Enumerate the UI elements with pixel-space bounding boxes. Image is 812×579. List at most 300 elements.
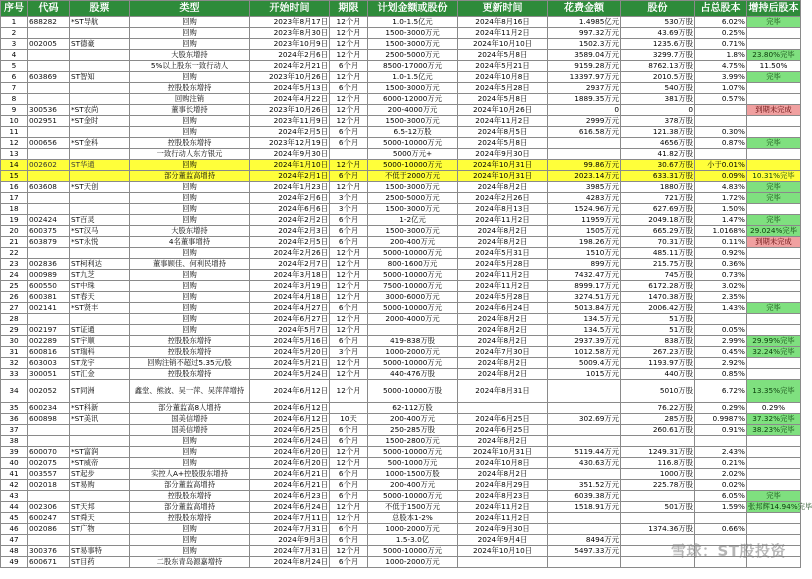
share-percent-cell: 2.43%: [695, 447, 747, 458]
stock-name-cell: ST汇金: [70, 369, 130, 380]
stock-name-cell: [70, 204, 130, 215]
term-cell: 12个月: [330, 28, 368, 39]
action-type-cell: 回购: [130, 39, 250, 50]
post-holding-result-cell: [747, 369, 801, 380]
start-date-cell: 2024年2月6日: [250, 50, 330, 61]
stock-name-cell: *ST科新: [70, 403, 130, 414]
spent-amount-cell: 99.86万元: [548, 160, 621, 171]
shares-cell: [621, 491, 695, 502]
update-date-cell: 2024年10月10日: [458, 546, 548, 557]
spent-amount-cell: 8494万元: [548, 535, 621, 546]
plan-amount-cell: 440-476万股: [368, 369, 458, 380]
start-date-cell: 2024年2月21日: [250, 61, 330, 72]
plan-amount-cell: 不低于1500万元: [368, 502, 458, 513]
spent-amount-cell: 616.58万元: [548, 127, 621, 138]
shares-cell: [621, 513, 695, 524]
table-row: [1, 458, 801, 469]
action-type-cell: 回购: [130, 116, 250, 127]
spent-amount-cell: 3589.04万元: [548, 50, 621, 61]
stock-code-cell: [28, 314, 70, 325]
shares-cell: 721万股: [621, 193, 695, 204]
row-number-cell: 23: [1, 259, 28, 270]
spent-amount-cell: 11959万元: [548, 215, 621, 226]
table-row: [1, 380, 801, 403]
stock-code-cell: [28, 491, 70, 502]
stock-name-cell: [70, 61, 130, 72]
post-holding-result-cell: [747, 458, 801, 469]
column-header: 更新时间: [458, 1, 548, 17]
update-date-cell: 2024年5月8日: [458, 138, 548, 149]
row-number-cell: 4: [1, 50, 28, 61]
stock-code-cell: [28, 94, 70, 105]
term-cell: 6个月: [330, 61, 368, 72]
start-date-cell: 2024年7月31日: [250, 524, 330, 535]
shares-cell: 76.22万股: [621, 403, 695, 414]
column-header: 类型: [130, 1, 250, 17]
stock-name-cell: [70, 436, 130, 447]
post-holding-result-cell: 29.024%完毕: [747, 226, 801, 237]
spent-amount-cell: 3274.51万元: [548, 292, 621, 303]
term-cell: 12个月: [330, 259, 368, 270]
row-number-cell: 39: [1, 447, 28, 458]
column-header: 开始时间: [250, 1, 330, 17]
share-percent-cell: [695, 149, 747, 160]
action-type-cell: 回购: [130, 546, 250, 557]
shares-cell: 378万股: [621, 116, 695, 127]
row-number-cell: 48: [1, 546, 28, 557]
column-header: 代码: [28, 1, 70, 17]
row-number-cell: 44: [1, 502, 28, 513]
start-date-cell: 2024年6月23日: [250, 491, 330, 502]
row-number-cell: 36: [1, 414, 28, 425]
stock-code-cell: 603869: [28, 72, 70, 83]
spent-amount-cell: 134.5万元: [548, 314, 621, 325]
plan-amount-cell: 8500-17000万元: [368, 61, 458, 72]
shares-cell: 8762.13万股: [621, 61, 695, 72]
start-date-cell: 2024年2月7日: [250, 259, 330, 270]
share-percent-cell: 1.72%: [695, 193, 747, 204]
update-date-cell: 2024年8月2日: [458, 436, 548, 447]
action-type-cell: 回购注销不超过5.35元/股: [130, 358, 250, 369]
stock-name-cell: ST智知: [70, 72, 130, 83]
row-number-cell: 16: [1, 182, 28, 193]
plan-amount-cell: 5000-10000万元: [368, 447, 458, 458]
spent-amount-cell: 8999.17万元: [548, 281, 621, 292]
stock-name-cell: *ST贤丰: [70, 303, 130, 314]
stock-code-cell: 688282: [28, 17, 70, 28]
shares-cell: 121.38万股: [621, 127, 695, 138]
stock-code-cell: 300051: [28, 369, 70, 380]
share-percent-cell: [695, 116, 747, 127]
plan-amount-cell: 200-4000万元: [368, 105, 458, 116]
start-date-cell: 2024年9月3日: [250, 535, 330, 546]
stock-name-cell: [70, 83, 130, 94]
spent-amount-cell: [548, 138, 621, 149]
start-date-cell: 2024年3月19日: [250, 281, 330, 292]
post-holding-result-cell: 11.50%: [747, 61, 801, 72]
stock-code-cell: 300376: [28, 546, 70, 557]
term-cell: 12个月: [330, 502, 368, 513]
start-date-cell: 2024年3月18日: [250, 270, 330, 281]
table-row: [1, 369, 801, 380]
row-number-cell: 41: [1, 469, 28, 480]
table-row: [1, 436, 801, 447]
plan-amount-cell: 200-400万元: [368, 414, 458, 425]
share-percent-cell: 0.66%: [695, 524, 747, 535]
update-date-cell: 2024年10月8日: [458, 458, 548, 469]
table-row: [1, 270, 801, 281]
table-row: [1, 39, 801, 50]
start-date-cell: 2024年9月30日: [250, 149, 330, 160]
action-type-cell: 回购: [130, 204, 250, 215]
action-type-cell: 回购: [130, 314, 250, 325]
start-date-cell: 2024年4月22日: [250, 94, 330, 105]
stock-name-cell: *ST农尚: [70, 105, 130, 116]
share-percent-cell: 0.9987%: [695, 414, 747, 425]
share-percent-cell: 2.02%: [695, 469, 747, 480]
start-date-cell: 2023年10月26日: [250, 105, 330, 116]
action-type-cell: 董事顾佳、何利民增持: [130, 259, 250, 270]
post-holding-result-cell: 到期未完成: [747, 237, 801, 248]
stock-name-cell: *ST汉马: [70, 226, 130, 237]
spent-amount-cell: 198.26万元: [548, 237, 621, 248]
action-type-cell: 国美信增持: [130, 425, 250, 436]
row-number-cell: 15: [1, 171, 28, 182]
plan-amount-cell: 5000-10000万元: [368, 358, 458, 369]
action-type-cell: 回购: [130, 325, 250, 336]
stock-code-cell: 002141: [28, 303, 70, 314]
table-row: [1, 116, 801, 127]
term-cell: 12个月: [330, 116, 368, 127]
share-percent-cell: 0.02%: [695, 480, 747, 491]
stock-code-cell: [28, 436, 70, 447]
shares-cell: 2006.42万股: [621, 303, 695, 314]
spent-amount-cell: 899万元: [548, 259, 621, 270]
table-row: [1, 347, 801, 358]
stock-code-cell: [28, 248, 70, 259]
row-number-cell: 35: [1, 403, 28, 414]
plan-amount-cell: 200-400万元: [368, 237, 458, 248]
action-type-cell: 回购注销: [130, 94, 250, 105]
plan-amount-cell: 1500-3000万元: [368, 28, 458, 39]
stock-code-cell: 600898: [28, 414, 70, 425]
action-type-cell: 大股东增持: [130, 50, 250, 61]
shares-cell: 485.11万股: [621, 248, 695, 259]
action-type-cell: 回购: [130, 215, 250, 226]
action-type-cell: 回购: [130, 28, 250, 39]
share-percent-cell: 0.85%: [695, 369, 747, 380]
spent-amount-cell: 2937万元: [548, 83, 621, 94]
update-date-cell: 2024年11月2日: [458, 116, 548, 127]
spent-amount-cell: 1518.91万元: [548, 502, 621, 513]
start-date-cell: 2024年6月24日: [250, 436, 330, 447]
post-holding-result-cell: 完毕: [747, 72, 801, 83]
action-type-cell: 回购: [130, 292, 250, 303]
start-date-cell: 2024年6月24日: [250, 502, 330, 513]
plan-amount-cell: 1500-2800万元: [368, 436, 458, 447]
stock-name-cell: [70, 50, 130, 61]
plan-amount-cell: 7500-10000万元: [368, 281, 458, 292]
action-type-cell: 回购: [130, 17, 250, 28]
start-date-cell: 2024年2月1日: [250, 171, 330, 182]
shares-cell: 5010万股: [621, 380, 695, 403]
plan-amount-cell: 5000-10000万股: [368, 380, 458, 403]
shares-cell: 70.31万股: [621, 237, 695, 248]
update-date-cell: 2024年8月31日: [458, 380, 548, 403]
row-number-cell: 19: [1, 215, 28, 226]
stock-name-cell: [70, 127, 130, 138]
plan-amount-cell: 1000-2000万元: [368, 347, 458, 358]
post-holding-result-cell: [747, 436, 801, 447]
start-date-cell: 2024年1月10日: [250, 160, 330, 171]
post-holding-result-cell: 到期未完成: [747, 105, 801, 116]
share-percent-cell: 1.50%: [695, 204, 747, 215]
stock-code-cell: 002018: [28, 480, 70, 491]
row-number-cell: 13: [1, 149, 28, 160]
row-number-cell: 28: [1, 314, 28, 325]
spent-amount-cell: 1.4985亿元: [548, 17, 621, 28]
spent-amount-cell: 7432.47万元: [548, 270, 621, 281]
action-type-cell: 一致行动人东方银元: [130, 149, 250, 160]
action-type-cell: 4名董事增持: [130, 237, 250, 248]
plan-amount-cell: 1500-3000万元: [368, 204, 458, 215]
start-date-cell: 2024年2月5日: [250, 237, 330, 248]
action-type-cell: 回购: [130, 436, 250, 447]
update-date-cell: 2024年11月2日: [458, 215, 548, 226]
stock-code-cell: 002306: [28, 502, 70, 513]
update-date-cell: 2024年10月31日: [458, 447, 548, 458]
stock-name-cell: [70, 535, 130, 546]
table-row: [1, 105, 801, 116]
post-holding-result-cell: [747, 480, 801, 491]
term-cell: 12个月: [330, 292, 368, 303]
post-holding-result-cell: 完毕: [747, 215, 801, 226]
stock-name-cell: ST百灵: [70, 215, 130, 226]
table-row: [1, 480, 801, 491]
stock-name-cell: [70, 491, 130, 502]
post-holding-result-cell: [747, 524, 801, 535]
stock-code-cell: 002951: [28, 116, 70, 127]
update-date-cell: 2024年8月2日: [458, 336, 548, 347]
update-date-cell: 2024年5月28日: [458, 292, 548, 303]
post-holding-result-cell: [747, 281, 801, 292]
spent-amount-cell: 1015万元: [548, 369, 621, 380]
share-percent-cell: 1.59%: [695, 502, 747, 513]
term-cell: 6个月: [330, 425, 368, 436]
action-type-cell: 董事长增持: [130, 105, 250, 116]
plan-amount-cell: 1500-3000万元: [368, 226, 458, 237]
update-date-cell: [458, 557, 548, 568]
shares-cell: 530万股: [621, 17, 695, 28]
share-percent-cell: 0.30%: [695, 127, 747, 138]
action-type-cell: 部分董监高8人增持: [130, 403, 250, 414]
plan-amount-cell: 5000-10000万元: [368, 270, 458, 281]
stock-name-cell: ST易购: [70, 480, 130, 491]
share-percent-cell: 0.05%: [695, 325, 747, 336]
action-type-cell: 回购: [130, 193, 250, 204]
row-number-cell: 49: [1, 557, 28, 568]
post-holding-result-cell: [747, 116, 801, 127]
term-cell: 12个月: [330, 72, 368, 83]
row-number-cell: 7: [1, 83, 28, 94]
start-date-cell: 2024年6月6日: [250, 204, 330, 215]
action-type-cell: 回购: [130, 524, 250, 535]
spent-amount-cell: [548, 557, 621, 568]
column-header: 股份: [621, 1, 695, 17]
spent-amount-cell: 2023.14万元: [548, 171, 621, 182]
table-row: [1, 215, 801, 226]
action-type-cell: 控股股东增持: [130, 83, 250, 94]
row-number-cell: 47: [1, 535, 28, 546]
stock-name-cell: [70, 149, 130, 160]
spent-amount-cell: 2999万元: [548, 116, 621, 127]
stock-name-cell: ST九芝: [70, 270, 130, 281]
stock-code-cell: [28, 83, 70, 94]
table-row: [1, 447, 801, 458]
plan-amount-cell: 5000-10000万元: [368, 303, 458, 314]
post-holding-result-cell: [747, 94, 801, 105]
term-cell: 12个月: [330, 447, 368, 458]
update-date-cell: 2024年11月2日: [458, 28, 548, 39]
update-date-cell: 2024年8月29日: [458, 480, 548, 491]
share-percent-cell: 0.92%: [695, 248, 747, 259]
stock-code-cell: [28, 28, 70, 39]
start-date-cell: 2024年5月16日: [250, 336, 330, 347]
shares-cell: 665.29万股: [621, 226, 695, 237]
update-date-cell: 2024年10月8日: [458, 72, 548, 83]
shares-cell: 745万股: [621, 270, 695, 281]
spent-amount-cell: 1524.96万元: [548, 204, 621, 215]
term-cell: 6个月: [330, 535, 368, 546]
stock-name-cell: ST目药: [70, 557, 130, 568]
action-type-cell: 回购: [130, 270, 250, 281]
shares-cell: 2049.18万股: [621, 215, 695, 226]
plan-amount-cell: 总股本1-2%: [368, 513, 458, 524]
update-date-cell: 2024年5月28日: [458, 83, 548, 94]
post-holding-result-cell: [747, 39, 801, 50]
shares-cell: 633.31万股: [621, 171, 695, 182]
post-holding-result-cell: 23.80%完毕: [747, 50, 801, 61]
spent-amount-cell: 134.5万元: [548, 325, 621, 336]
post-holding-result-cell: 完毕: [747, 17, 801, 28]
plan-amount-cell: 2500-5000万元: [368, 50, 458, 61]
table-row: [1, 513, 801, 524]
row-number-cell: 46: [1, 524, 28, 535]
share-percent-cell: 0.11%: [695, 237, 747, 248]
update-date-cell: 2024年10月26日: [458, 105, 548, 116]
stock-code-cell: 600550: [28, 281, 70, 292]
term-cell: 10天: [330, 414, 368, 425]
shares-cell: 3299.7万股: [621, 50, 695, 61]
plan-amount-cell: 62-112万股: [368, 403, 458, 414]
stock-code-cell: 002836: [28, 259, 70, 270]
shares-cell: 627.69万股: [621, 204, 695, 215]
plan-amount-cell: 5000-10000万元: [368, 160, 458, 171]
post-holding-result-cell: 0.29%: [747, 403, 801, 414]
term-cell: 6个月: [330, 557, 368, 568]
table-body: [1, 17, 812, 568]
shares-cell: 1374.36万股: [621, 524, 695, 535]
share-percent-cell: 0.57%: [695, 94, 747, 105]
action-type-cell: 部分董监高增持: [130, 480, 250, 491]
table-row: [1, 204, 801, 215]
stock-code-cell: 003557: [28, 469, 70, 480]
share-percent-cell: 1.0168%: [695, 226, 747, 237]
action-type-cell: 回购: [130, 160, 250, 171]
table-row: [1, 524, 801, 535]
share-percent-cell: 0.25%: [695, 28, 747, 39]
post-holding-result-cell: [747, 83, 801, 94]
row-number-cell: 9: [1, 105, 28, 116]
post-holding-result-cell: 38.23%完毕: [747, 425, 801, 436]
plan-amount-cell: 1500-3000万元: [368, 83, 458, 94]
stock-name-cell: ST柯利达: [70, 259, 130, 270]
start-date-cell: 2024年2月2日: [250, 215, 330, 226]
stock-code-cell: 603003: [28, 358, 70, 369]
stock-name-cell: ST龙宇: [70, 358, 130, 369]
spent-amount-cell: [548, 403, 621, 414]
plan-amount-cell: 5000-10000万元: [368, 491, 458, 502]
action-type-cell: 回购: [130, 127, 250, 138]
stock-name-cell: ST易事特: [70, 546, 130, 557]
start-date-cell: 2024年6月21日: [250, 480, 330, 491]
share-percent-cell: 1.47%: [695, 215, 747, 226]
update-date-cell: 2024年9月30日: [458, 524, 548, 535]
spent-amount-cell: 1012.58万元: [548, 347, 621, 358]
term-cell: [330, 149, 368, 160]
action-type-cell: 控股股东增持: [130, 347, 250, 358]
plan-amount-cell: 1.5-3.0亿: [368, 535, 458, 546]
spent-amount-cell: 5497.33万元: [548, 546, 621, 557]
row-number-cell: 43: [1, 491, 28, 502]
share-percent-cell: 0.09%: [695, 171, 747, 182]
term-cell: 6个月: [330, 138, 368, 149]
stock-code-cell: [28, 127, 70, 138]
share-percent-cell: [695, 314, 747, 325]
post-holding-result-cell: 37.32%完毕: [747, 414, 801, 425]
stock-name-cell: ST宇顺: [70, 336, 130, 347]
row-number-cell: 37: [1, 425, 28, 436]
post-holding-result-cell: [747, 259, 801, 270]
start-date-cell: 2023年10月26日: [250, 72, 330, 83]
post-holding-result-cell: [747, 314, 801, 325]
term-cell: 3个月: [330, 193, 368, 204]
row-number-cell: 21: [1, 237, 28, 248]
post-holding-result-cell: [747, 160, 801, 171]
start-date-cell: 2024年7月11日: [250, 513, 330, 524]
stock-code-cell: 600234: [28, 403, 70, 414]
stock-code-cell: [28, 149, 70, 160]
plan-amount-cell: 1500-3000万元: [368, 116, 458, 127]
term-cell: 12个月: [330, 325, 368, 336]
row-number-cell: 10: [1, 116, 28, 127]
update-date-cell: 2024年8月2日: [458, 358, 548, 369]
update-date-cell: 2024年8月13日: [458, 204, 548, 215]
term-cell: 12个月: [330, 369, 368, 380]
post-holding-result-cell: [747, 358, 801, 369]
share-percent-cell: 1.8%: [695, 50, 747, 61]
update-date-cell: 2024年8月2日: [458, 182, 548, 193]
table-row: [1, 149, 801, 160]
action-type-cell: 大股东增持: [130, 226, 250, 237]
share-percent-cell: 1.07%: [695, 83, 747, 94]
shares-cell: 41.82万股: [621, 149, 695, 160]
term-cell: 12个月: [330, 513, 368, 524]
update-date-cell: 2024年11月2日: [458, 270, 548, 281]
stock-code-cell: 603608: [28, 182, 70, 193]
plan-amount-cell: 1500-3000万元: [368, 39, 458, 50]
stock-code-cell: 000989: [28, 270, 70, 281]
